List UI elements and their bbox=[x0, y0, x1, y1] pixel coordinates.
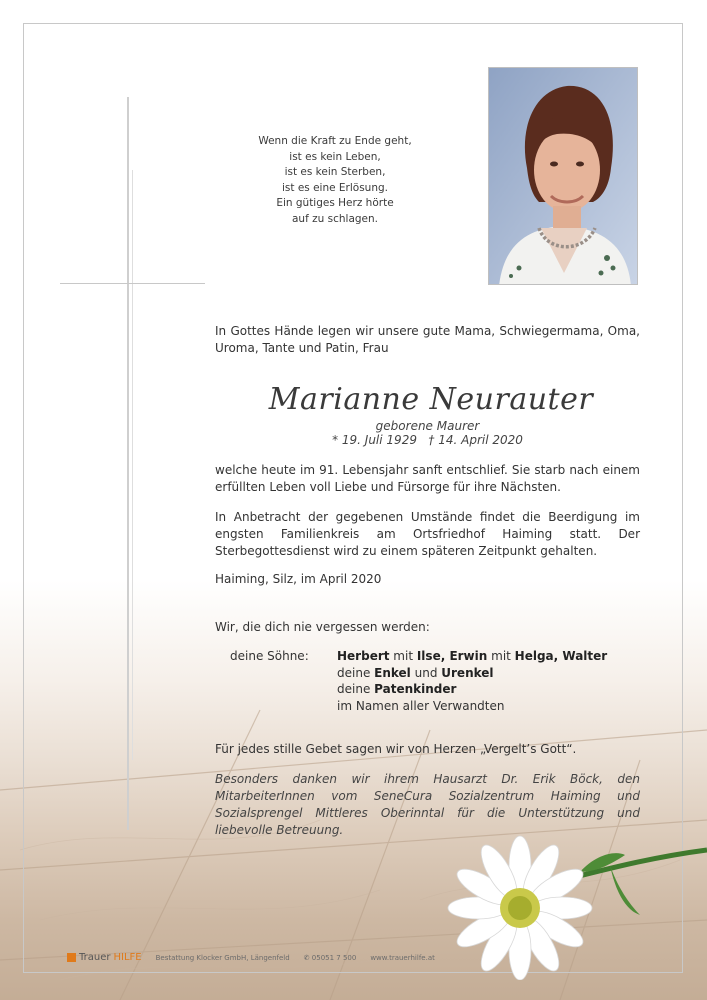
place-date: Haiming, Silz, im April 2020 bbox=[215, 572, 382, 586]
birth-name: geborene Maurer bbox=[375, 419, 480, 433]
funeral-paragraph: In Anbetracht der gegebenen Umstände findet die Beerdigung im engsten Familienkreis am Ortsfriedhof Haiming statt. Der Sterbegottesdienst wird zu einem späteren Zeitpunkt gehalten. bbox=[215, 510, 640, 558]
trauerhilfe-logo: Trauer HILFE bbox=[67, 952, 142, 963]
daisy-flower-image bbox=[410, 820, 707, 980]
poem bbox=[250, 134, 420, 227]
bereaved-intro: Wir, die dich nie vergessen werden: bbox=[215, 620, 430, 634]
deceased-name: Marianne Neurauter bbox=[268, 382, 594, 417]
life-dates: * 19. Juli 1929 † 14. April 2020 bbox=[332, 433, 523, 447]
portrait-photo bbox=[488, 67, 638, 285]
poem-line: ist es eine Erlösung. bbox=[281, 181, 388, 194]
death-paragraph: welche heute im 91. Lebensjahr sanft entschlief. Sie starb nach einem erfüllten Leben voll Liebe und Fürsorge für ihre Nächsten. bbox=[215, 463, 640, 494]
poem-line: ist es kein Sterben, bbox=[284, 166, 386, 178]
intro-text: In Gottes Hände legen wir unsere gute Mama, Schwiegermama, Oma, Uroma, Tante und Patin, Frau bbox=[215, 324, 640, 355]
company-name: Bestattung Klocker GmbH, Längenfeld bbox=[155, 953, 290, 962]
family-lines bbox=[337, 648, 607, 714]
thanks-prayer: Für jedes stille Gebet sagen wir von Herzen „Vergelt’s Gott“. bbox=[215, 742, 577, 756]
family-relatives-line: im Namen aller Verwandten bbox=[337, 698, 505, 713]
phone-number: ✆ 05051 7 500 bbox=[303, 953, 357, 962]
poem-line: Wenn die Kraft zu Ende geht, bbox=[258, 135, 412, 147]
footer bbox=[67, 952, 435, 963]
family-godchildren-line: deine Patenkinder bbox=[337, 682, 457, 696]
poem-line: ist es kein Leben, bbox=[289, 150, 381, 163]
website-link[interactable]: www.trauerhilfe.at bbox=[370, 953, 435, 962]
cross-vertical-line-inner bbox=[132, 170, 133, 760]
poem-line: auf zu schlagen. bbox=[292, 212, 378, 225]
cross-horizontal-line bbox=[60, 283, 205, 284]
thanks-special: Besonders danken wir ihrem Hausarzt Dr. Erik Böck, den MitarbeiterInnen vom SeneCura Sozialzentrum Haiming und Sozialsprengel Mittleres Oberinntal für die Unterstützung und liebevolle Betreuung. bbox=[215, 772, 640, 837]
family-sons-line: Herbert mit Ilse, Erwin mit Helga, Walter bbox=[337, 649, 608, 663]
poem-line: Ein gütiges Herz hörte bbox=[276, 197, 394, 209]
family-label: deine Söhne: bbox=[230, 649, 309, 663]
logo-mark-icon bbox=[67, 953, 76, 962]
cross-vertical-line bbox=[127, 97, 129, 830]
family-grandchildren-line: deine Enkel und Urenkel bbox=[337, 665, 494, 680]
